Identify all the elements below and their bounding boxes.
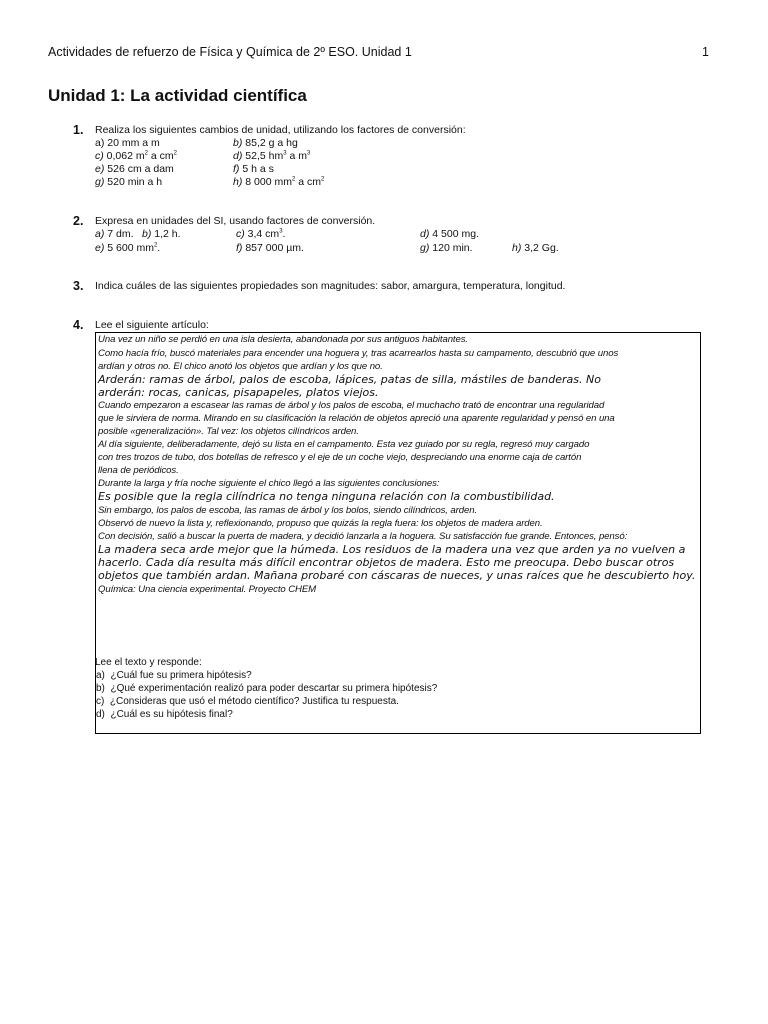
- q1-item-b: b) 85,2 g a hg: [233, 137, 298, 149]
- article-line: Cuando empezaron a escasear las ramas de árbol y los palos de escoba, el muchacho trató de encontrar una regularidad: [98, 400, 605, 411]
- question-3-number: 3.: [73, 279, 84, 293]
- article-line: arderán: rocas, canicas, pisapapeles, platos viejos.: [98, 386, 379, 399]
- q2-item-f: f) 857 000 µm.: [236, 242, 304, 254]
- article-line: con tres trozos de tubo, dos botellas de refresco y el eje de un coche viejo, despreciando una enorme caja de cartón: [98, 452, 582, 463]
- q1-item-h: h) 8 000 $mm^2$ a $cm^2$: [233, 176, 325, 188]
- article-line: Al día siguiente, deliberadamente, dejó su lista en el campamento. Esta vez guiado por su regla, regresó muy cargado: [98, 439, 590, 450]
- q2-item-b: b) 1,2 h.: [142, 228, 181, 240]
- article-line: Con decisión, salió a buscar la puerta de madera, y decidió lanzarla a la hoguera. Su satisfacción fue grande. Entonces, pensó:: [98, 531, 628, 542]
- q2-item-g: g) 120 min.: [420, 242, 473, 254]
- q2-item-d: d) 4 500 mg.: [420, 228, 479, 240]
- q2-item-a: a) 7 dm.: [95, 228, 134, 240]
- question-d: d) ¿Cuál es su hipótesis final?: [96, 709, 233, 720]
- article-source: Química: Una ciencia experimental. Proyecto CHEM: [98, 584, 317, 595]
- article-line: La madera seca arde mejor que la húmeda. Los residuos de la madera una vez que arden ya no vuelven a: [98, 543, 686, 556]
- question-c: c) ¿Consideras que usó el método científico? Justifica tu respuesta.: [96, 696, 399, 707]
- article-line: llena de periódicos.: [98, 465, 179, 476]
- q2-item-h: h) 3,2 Gg.: [512, 242, 559, 254]
- q1-item-e: e) 526 cm a dam: [95, 163, 174, 175]
- question-2-prompt: Expresa en unidades del SI, usando factores de conversión.: [95, 215, 376, 227]
- page-header: Actividades de refuerzo de Física y Química de 2º ESO. Unidad 1: [48, 45, 412, 59]
- question-1-number: 1.: [73, 123, 84, 137]
- article-line: Arderán: ramas de árbol, palos de escoba, lápices, patas de silla, mástiles de banderas. No: [98, 373, 601, 386]
- article-line: Como hacía frío, buscó materiales para encender una hoguera y, tras acarrearlos hasta su campamento, descubrió que unos: [98, 348, 619, 359]
- question-b: b) ¿Qué experimentación realizó para poder descartar su primera hipótesis?: [96, 683, 438, 694]
- article-line: ardían y otros no. El chico anotó los objetos que ardían y los que no.: [98, 361, 383, 372]
- q1-item-f: f) 5 h a s: [233, 163, 274, 175]
- article-line: Sin embargo, los palos de escoba, las ramas de árbol y los bolos, siendo cilíndricos, arden.: [98, 505, 478, 516]
- page-number: 1: [702, 45, 709, 59]
- question-1-prompt: Realiza los siguientes cambios de unidad, utilizando los factores de conversión:: [95, 124, 466, 136]
- article-line: objetos que también ardan. Mañana probaré con cáscaras de nueces, y unas raíces que he descubierto hoy.: [98, 569, 696, 582]
- article-line: Es posible que la regla cilíndrica no tenga ninguna relación con la combustibilidad.: [98, 490, 555, 503]
- article-line: Una vez un niño se perdió en una isla desierta, abandonada por sus antiguos habitantes.: [98, 334, 468, 345]
- question-4-number: 4.: [73, 318, 84, 332]
- article-line: hacerlo. Cada día resulta más difícil encontrar objetos de madera. Esto me preocupa. Debo buscar otros: [98, 556, 675, 569]
- q2-item-e: e) 5 600 $mm^2$.: [95, 242, 161, 254]
- q2-item-c: c) 3,4 $cm^3$.: [236, 228, 286, 240]
- responde-heading: Lee el texto y responde:: [95, 657, 202, 668]
- question-a: a) ¿Cuál fue su primera hipótesis?: [96, 670, 252, 681]
- article-line: posible «generalización». Tal vez: los objetos cilíndricos arden.: [98, 426, 359, 437]
- article-line: Durante la larga y fría noche siguiente el chico llegó a las siguientes conclusiones:: [98, 478, 440, 489]
- q1-item-g: g) 520 min a h: [95, 176, 163, 188]
- article-line: que le sirviera de norma. Mirando en su clasificación la relación de objetos apreció una aparente regularidad y pensó en una: [98, 413, 615, 424]
- question-3-prompt: Indica cuáles de las siguientes propiedades son magnitudes: sabor, amargura, temperatura, longitud.: [95, 280, 566, 292]
- q1-item-c: c) 0,062 $m^2$ a $cm^2$: [95, 150, 177, 162]
- page-title: Unidad 1: La actividad científica: [48, 86, 307, 105]
- q1-item-a: a) 20 mm a m: [95, 137, 160, 149]
- q1-item-d: d) 52,5 $hm^3$ a $m^3$: [233, 150, 311, 162]
- question-4-prompt: Lee el siguiente artículo:: [95, 319, 209, 331]
- question-2-number: 2.: [73, 214, 84, 228]
- article-line: Observó de nuevo la lista y, reflexionando, propuso que quizás la regla fuera: los objetos de madera arden.: [98, 518, 543, 529]
